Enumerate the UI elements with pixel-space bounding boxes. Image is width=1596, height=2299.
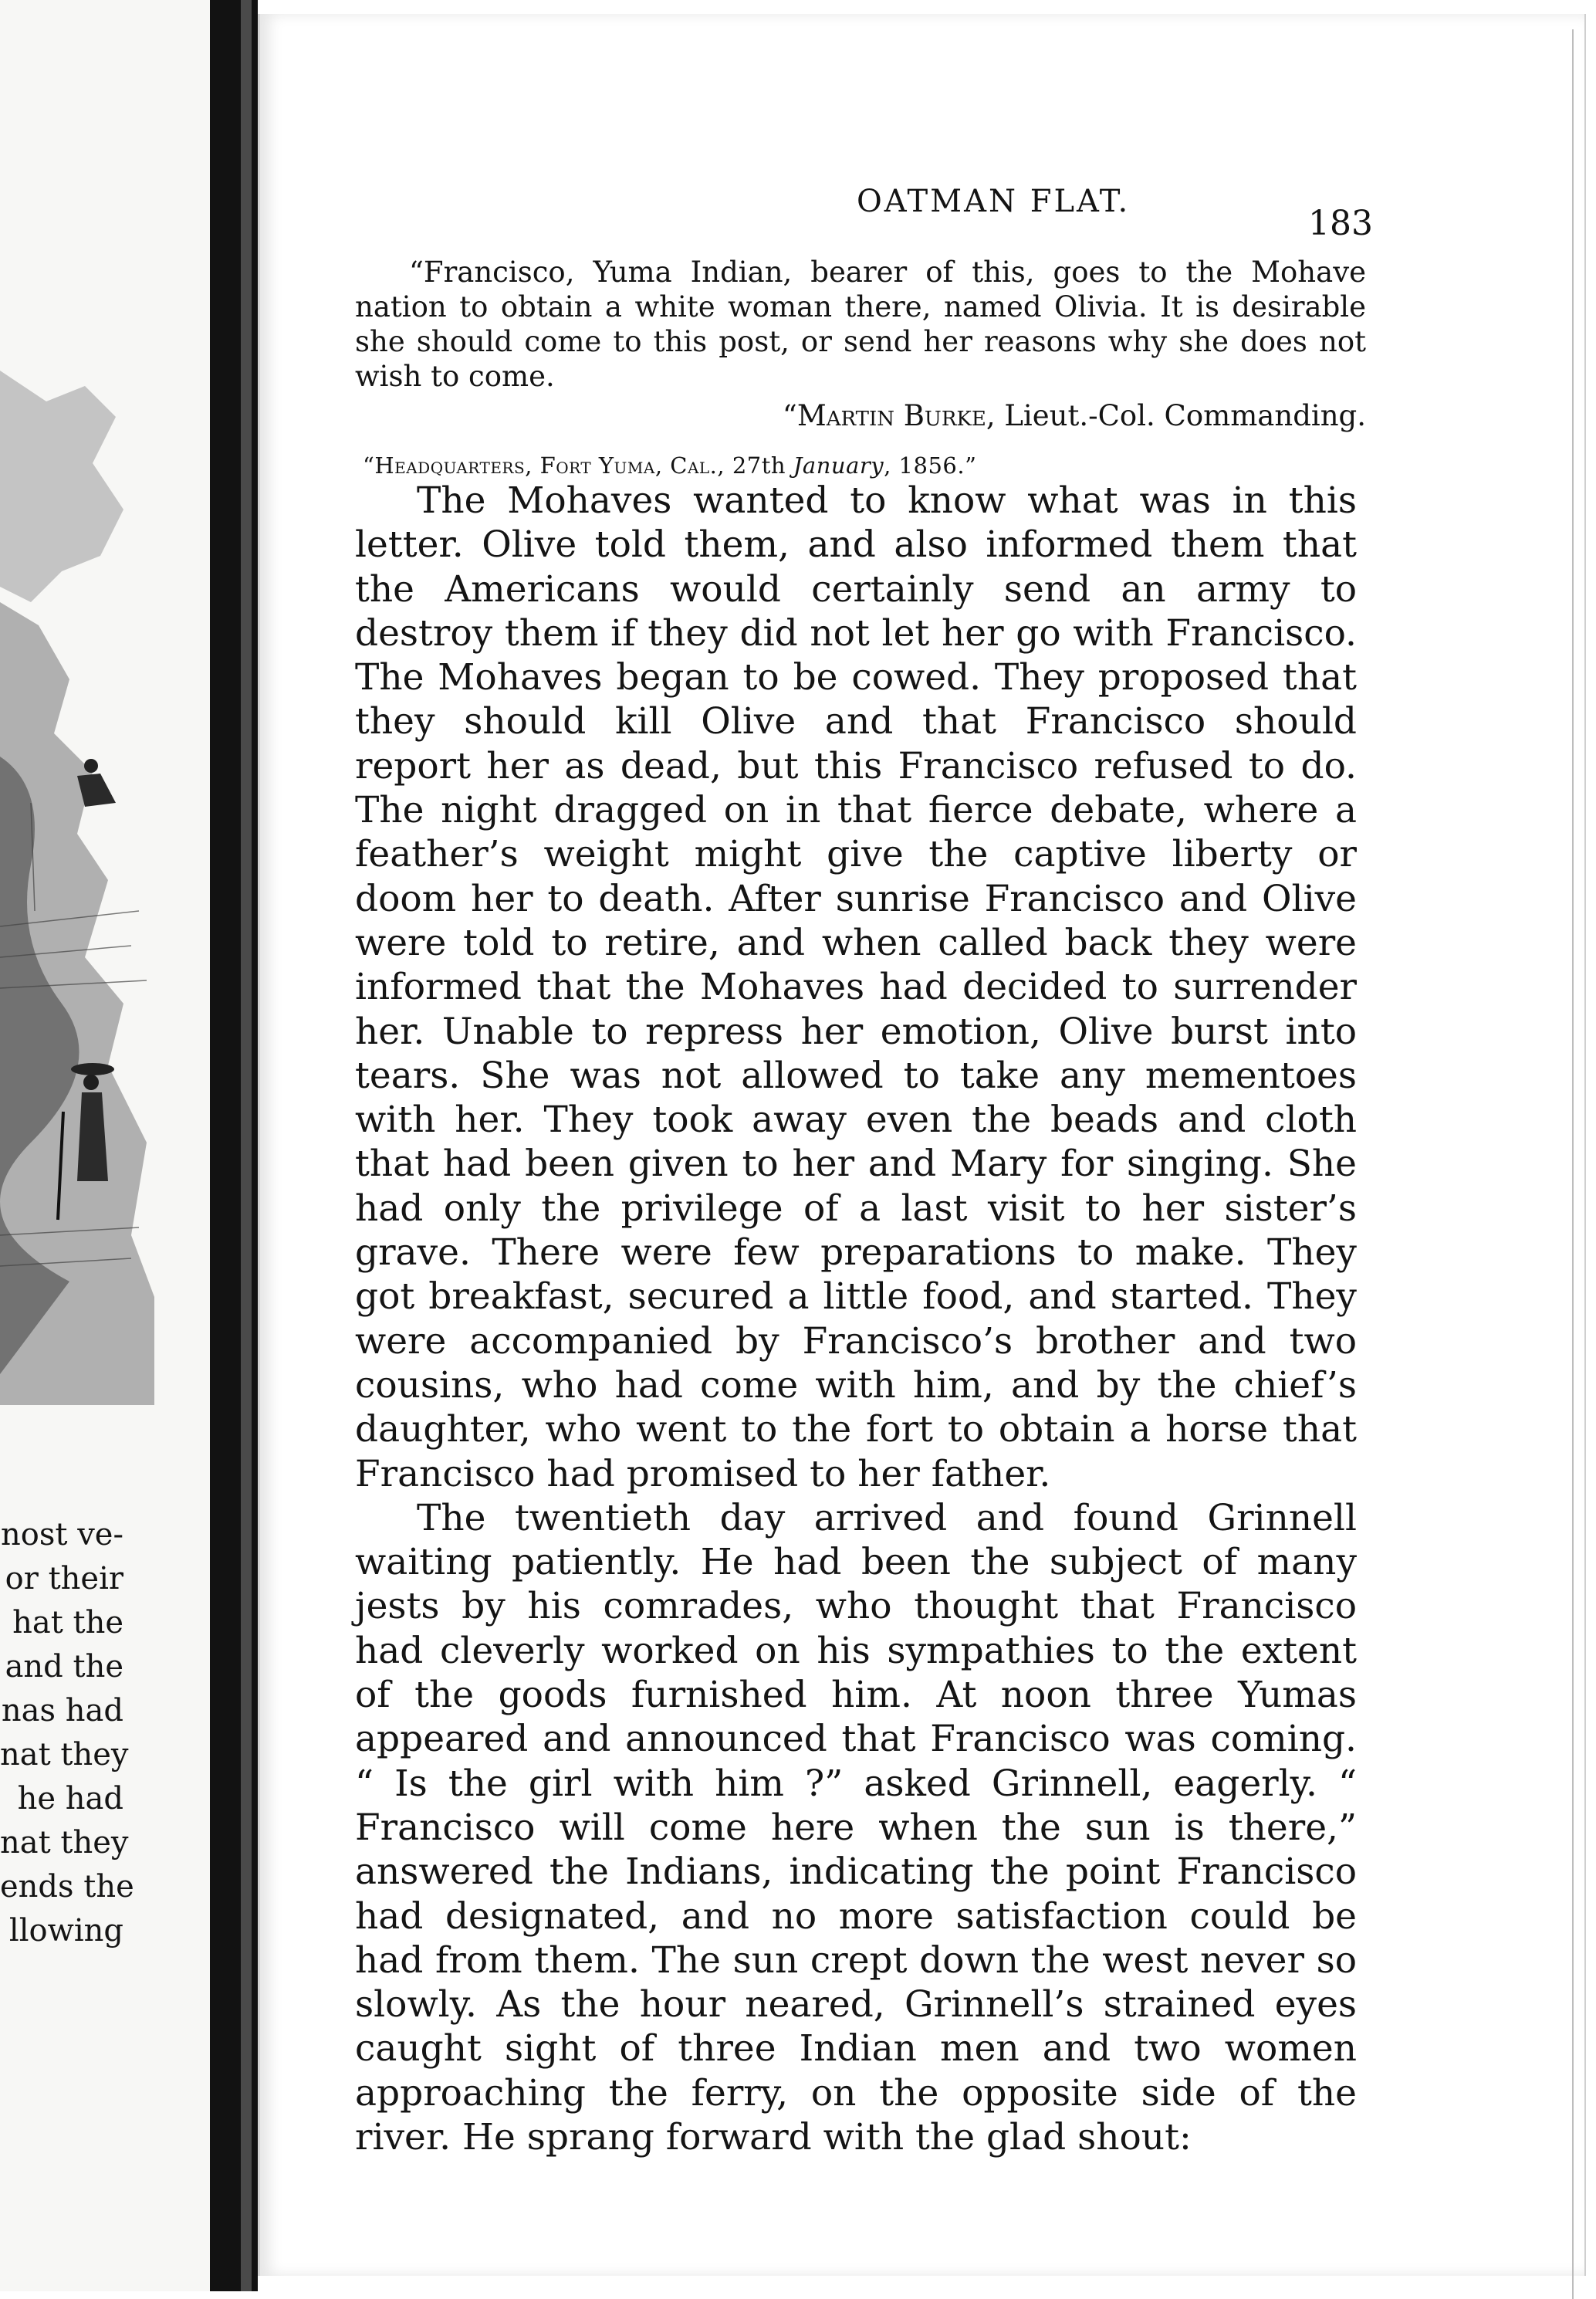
text-line: he had <box>17 1781 123 1817</box>
quoted-letter <box>355 255 1366 483</box>
text-line: ends the <box>0 1869 134 1905</box>
text-line: llowing <box>8 1913 123 1949</box>
running-head: OATMAN FLAT. <box>857 184 1131 219</box>
text-line: nost ve- <box>1 1517 123 1552</box>
text-line: hat the <box>12 1605 123 1640</box>
letter-signature: “Martin Burke, Lieut.-Col. Commanding. <box>782 399 1366 432</box>
page-edge <box>1572 29 1574 2299</box>
page-number: 183 <box>1308 204 1373 243</box>
text-line: nat they <box>0 1737 129 1772</box>
dateline-place: Headquarters, Fort Yuma, Cal. <box>374 452 718 479</box>
facing-page <box>0 0 216 2291</box>
facing-page-text <box>0 1513 134 1953</box>
text-line: nat they <box>0 1825 129 1861</box>
dateline-month: January <box>793 452 884 479</box>
signature-name: Martin Burke <box>796 399 986 432</box>
body-text <box>355 479 1357 2159</box>
engraving-illustration <box>0 371 154 1405</box>
binding-highlight <box>241 0 252 2291</box>
paragraph: The Mohaves wanted to know what was in this letter. Olive told them, and also informed them that the Americans would certainly send an army to destroy them if they did not let her go with Francisco. The Mohaves began to be cowed. They proposed that they should kill Olive and that Francisco should report her as dead, but this Francisco refused to do. The night dragged on in that fierce debate, where a feather’s weight might give the captive liberty or doom her to death. After sunrise Francisco and Olive were told to retire, and when called back they were informed that the Mohaves had decided to surrender her. Unable to repress her emotion, Olive burst into tears. She was not allowed to take any mementoes with her. They took away even the beads and cloth that had been given to her and Mary for singing. She had only the privilege of a last visit to her sister’s grave. There were few preparations to make. They got breakfast, secured a little food, and started. They were accompanied by Francisco’s brother and two cousins, who had come with him, and by the chief’s daughter, who went to the fort to obtain a horse that Francisco had promised to her father. <box>355 479 1357 1495</box>
text-line: or their <box>5 1561 123 1596</box>
letter-dateline: “Headquarters, Fort Yuma, Cal., 27th January, 1856.” <box>363 452 977 479</box>
text-line: and the <box>5 1649 123 1684</box>
letter-body: “Francisco, Yuma Indian, bearer of this, goes to the Mohave nation to obtain a white woman there, named Olivia. It is desirable she should come to this post, or send her reasons why she does not wish to come. <box>355 256 1366 393</box>
text-line: nas had <box>1 1693 123 1728</box>
paragraph: The twentieth day arrived and found Grinnell waiting patiently. He had been the subject of many jests by his comrades, who thought that Francisco had cleverly worked on his sympathies to the extent of the goods furnished him. At noon three Yumas appeared and announced that Francisco was coming. “ Is the girl with him ?” asked Grinnell, eagerly. “ Francisco will come here when the sun is there,” answered the Indians, indicating the point Francisco had designated, and no more satisfaction could be had from them. The sun crept down the west never so slowly. As the hour neared, Grinnell’s strained eyes caught sight of three Indian men and two women approaching the ferry, on the opposite side of the river. He sprang forward with the glad shout: <box>355 1496 1357 2158</box>
